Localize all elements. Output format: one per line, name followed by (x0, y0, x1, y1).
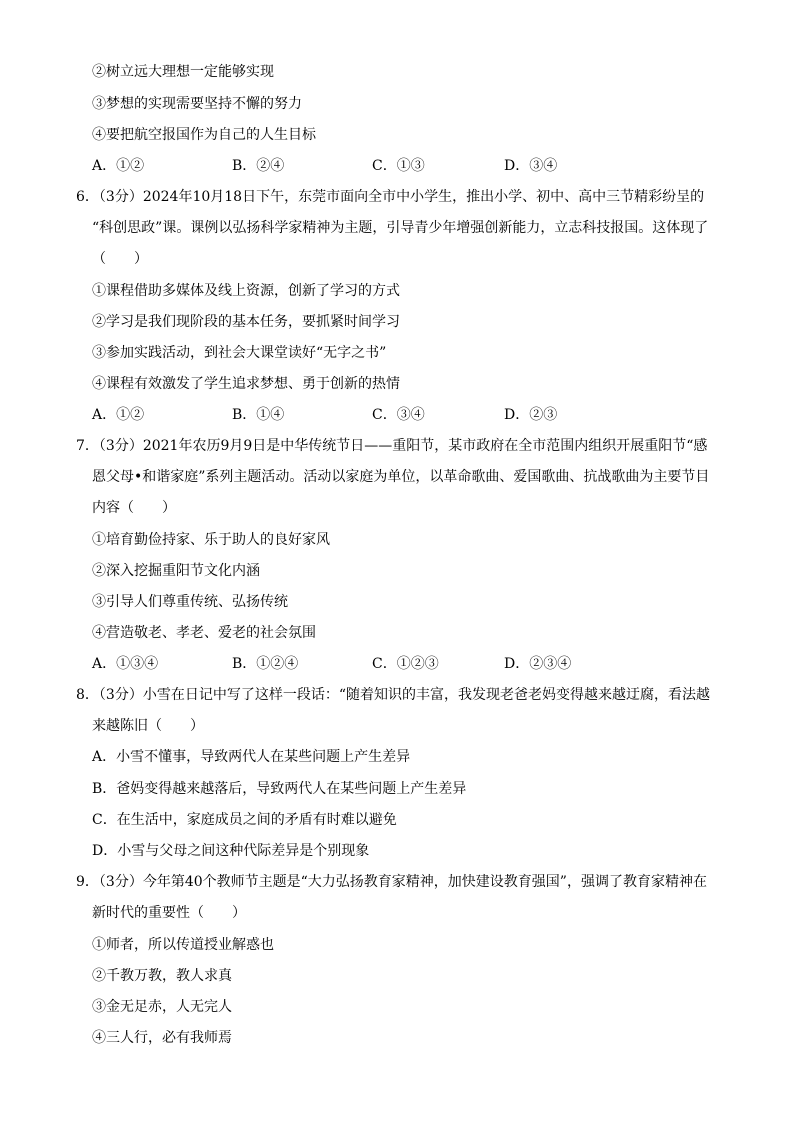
q5-option-3: ③梦想的实现需要坚持不懈的努力 (92, 96, 302, 112)
q7-stem-line-2: 恩父母•和谐家庭”系列主题活动。活动以家庭为单位，以革命歌曲、爱国歌曲、抗战歌曲为主要节目 (92, 469, 710, 485)
q6-stem-line-1: 6．（3分）2024年10月18日下午，东莞市面向全市中小学生，推出小学、初中、高中三节精彩纷呈的 (76, 189, 705, 205)
q6-option-1: ①课程借助多媒体及线上资源，创新了学习的方式 (92, 283, 400, 299)
q6-stem-line-3: （ ） (92, 251, 148, 267)
q8-option-b: B．爸妈变得越来越落后，导致两代人在某些问题上产生差异 (92, 781, 467, 797)
q5-choice-d: D．③④ (504, 158, 558, 174)
q6-option-2: ②学习是我们现阶段的基本任务，要抓紧时间学习 (92, 314, 400, 330)
q9-stem-line-1: 9．（3分）今年第40个教师节主题是“大力弘扬教育家精神，加快建设教育强国”，强调了教育家精神在 (76, 874, 707, 890)
q7-stem-line-3: 内容（ ） (92, 500, 176, 516)
q7-option-1: ①培育勤俭持家、乐于助人的良好家风 (92, 532, 330, 548)
q9-stem-line-2: 新时代的重要性（ ） (92, 905, 246, 921)
q9-option-2: ②千教万教，教人求真 (92, 968, 232, 984)
q5-option-4: ④要把航空报国作为自己的人生目标 (92, 127, 316, 143)
q6-option-4: ④课程有效激发了学生追求梦想、勇于创新的热情 (92, 376, 400, 392)
q8-stem-line-2: 来越陈旧（ ） (92, 718, 204, 734)
q7-option-3: ③引导人们尊重传统、弘扬传统 (92, 594, 288, 610)
q5-option-2: ②树立远大理想一定能够实现 (92, 64, 274, 80)
q7-choice-a: A．①③④ (92, 656, 159, 672)
q5-choice-b: B．②④ (232, 158, 285, 174)
q7-choice-c: C．①②③ (372, 656, 439, 672)
q6-option-3: ③参加实践活动，到社会大课堂读好“无字之书” (92, 345, 387, 361)
q6-choice-a: A．①② (92, 407, 145, 423)
q5-choice-c: C．①③ (372, 158, 425, 174)
q9-option-4: ④三人行，必有我师焉 (92, 1030, 232, 1046)
q8-stem-line-1: 8．（3分）小雪在日记中写了这样一段话：“随着知识的丰富，我发现老爸老妈变得越来越迂腐，看法越 (76, 687, 710, 703)
q8-option-d: D．小雪与父母之间这种代际差异是个别现象 (92, 843, 370, 859)
q6-choice-d: D．②③ (504, 407, 558, 423)
q7-option-2: ②深入挖掘重阳节文化内涵 (92, 563, 260, 579)
q6-choice-c: C．③④ (372, 407, 425, 423)
q7-option-4: ④营造敬老、孝老、爱老的社会氛围 (92, 625, 316, 641)
q9-option-1: ①师者，所以传道授业解惑也 (92, 937, 274, 953)
q7-choice-d: D．②③④ (504, 656, 572, 672)
q9-option-3: ③金无足赤，人无完人 (92, 999, 232, 1015)
q8-option-c: C．在生活中，家庭成员之间的矛盾有时难以避免 (92, 812, 397, 828)
q5-choice-a: A．①② (92, 158, 145, 174)
q8-option-a: A．小雪不懂事，导致两代人在某些问题上产生差异 (92, 749, 411, 765)
q7-choice-b: B．①②④ (232, 656, 299, 672)
q7-stem-line-1: 7．（3分）2021年农历9月9日是中华传统节日——重阳节，某市政府在全市范围内组织开展重阳节“感 (76, 438, 708, 454)
q6-stem-line-2: “科创思政”课。课例以弘扬科学家精神为主题，引导青少年增强创新能力，立志科技报国。这体现了 (92, 220, 709, 236)
q6-choice-b: B．①④ (232, 407, 285, 423)
